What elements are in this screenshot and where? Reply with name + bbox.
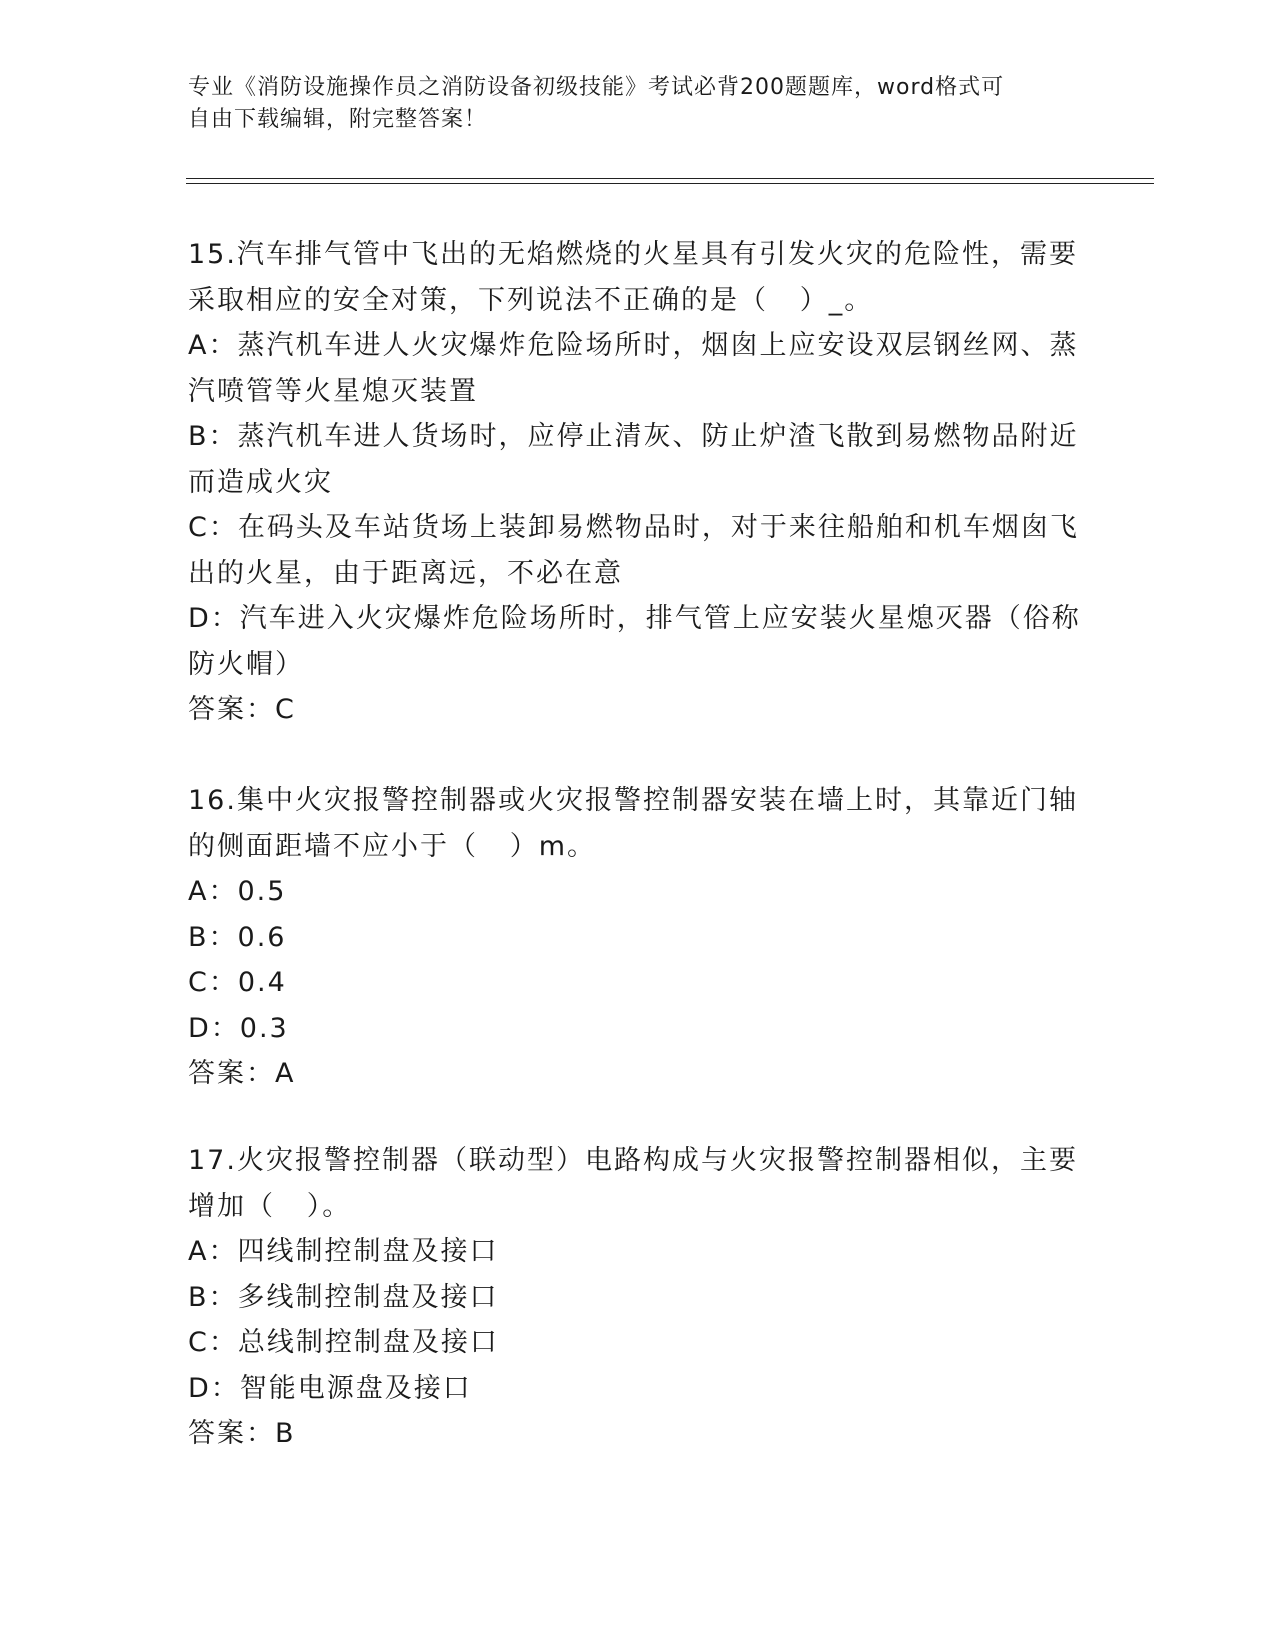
question-stem: 16.集中火灾报警控制器或火灾报警控制器安装在墙上时，其靠近门轴 — [188, 785, 1078, 816]
header-divider-top — [186, 178, 1154, 179]
option-c: C：总线制控制盘及接口 — [188, 1327, 499, 1358]
option-c: C：0.4 — [188, 967, 287, 998]
question-16 — [188, 778, 1088, 1097]
question-stem: 采取相应的安全对策，下列说法不正确的是（ ）_。 — [188, 284, 874, 316]
answer: 答案：B — [188, 1418, 296, 1449]
option-b: B：0.6 — [188, 921, 287, 953]
document-header — [188, 72, 1068, 136]
header-line-1: 专业《消防设施操作员之消防设备初级技能》考试必背200题题库，word格式可 — [188, 75, 1005, 100]
question-15 — [188, 232, 1088, 733]
option-b: B：多线制控制盘及接口 — [188, 1281, 499, 1313]
option-b: B：蒸汽机车进人货场时，应停止清灰、防止炉渣飞散到易燃物品附近 — [188, 421, 1079, 452]
option-b: 而造成火灾 — [188, 466, 333, 498]
header-line-2: 自由下载编辑，附完整答案！ — [188, 107, 488, 132]
option-d: D：汽车进入火灾爆炸危险场所时，排气管上应安装火星熄灭器（俗称 — [188, 603, 1081, 634]
question-stem: 15.汽车排气管中飞出的无焰燃烧的火星具有引发火灾的危险性，需要 — [188, 239, 1078, 270]
question-stem: 的侧面距墙不应小于（ ）m。 — [188, 830, 597, 862]
option-a: A：四线制控制盘及接口 — [188, 1236, 499, 1267]
option-c: 出的火星，由于距离远，不必在意 — [188, 557, 623, 589]
option-c: C：在码头及车站货场上装卸易燃物品时，对于来往船舶和机车烟囱飞 — [188, 512, 1079, 543]
question-17 — [188, 1138, 1088, 1457]
answer: 答案：C — [188, 694, 296, 725]
option-a: 汽喷管等火星熄灭装置 — [188, 375, 478, 407]
option-d: D：智能电源盘及接口 — [188, 1372, 472, 1404]
question-stem: 增加（ ）。 — [188, 1190, 352, 1222]
question-stem: 17.火灾报警控制器（联动型）电路构成与火灾报警控制器相似，主要 — [188, 1145, 1078, 1176]
header-divider-bottom — [186, 183, 1154, 184]
option-a: A：0.5 — [188, 876, 287, 907]
option-d: 防火帽） — [188, 648, 304, 680]
option-d: D：0.3 — [188, 1012, 289, 1044]
answer: 答案：A — [188, 1058, 296, 1089]
option-a: A：蒸汽机车进人火灾爆炸危险场所时，烟囱上应安设双层钢丝网、蒸 — [188, 330, 1079, 361]
